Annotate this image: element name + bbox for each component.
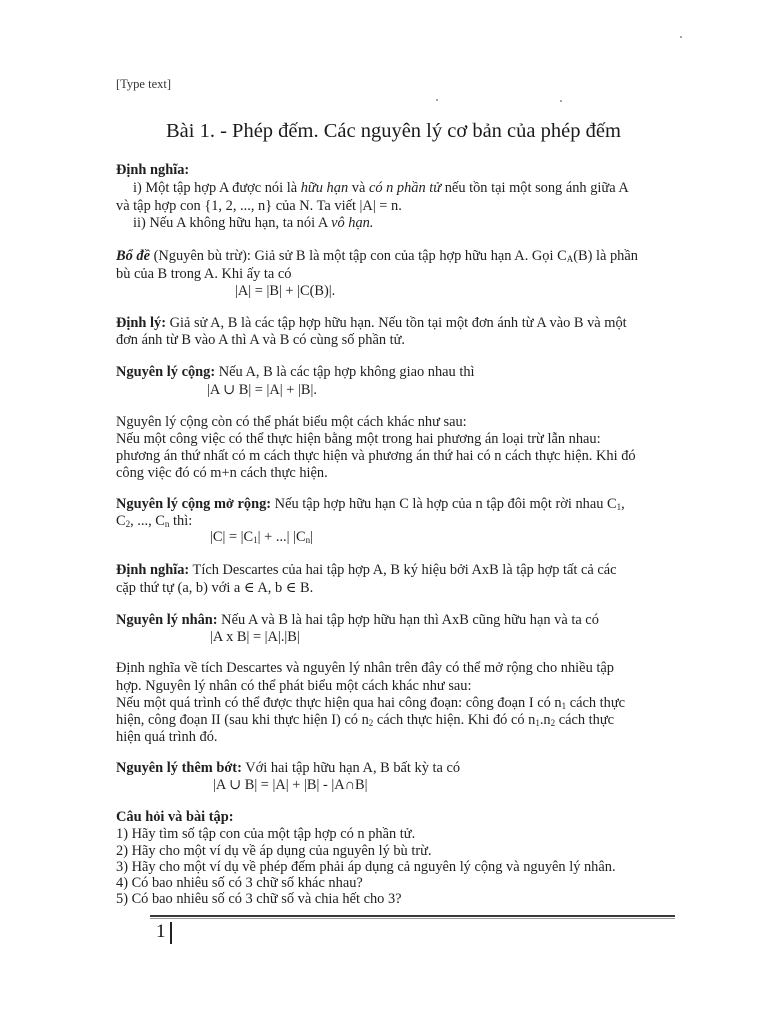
multiplication-para-5: hiện quá trình đó.	[116, 729, 218, 745]
question-item: 1) Hãy tìm số tập con của một tập hợp có n phần tử.	[116, 826, 416, 842]
scan-speck	[680, 36, 682, 38]
extended-addition-line-2: $C_2$, ..., $C_n$ thì:	[116, 513, 193, 529]
page-number: 1	[156, 921, 166, 942]
addition-para-4: công việc đó có m+n cách thực hiện.	[116, 465, 328, 481]
definition-line-1: i) Một tập hợp A được nói là hữu hạn và có n phần tử nếu tồn tại một song ánh giữa A	[133, 180, 629, 196]
extended-addition-line-1: Nguyên lý cộng mở rộng: Nếu tập hợp hữu hạn C là hợp của n tập đôi một rời nhau $C_1$,	[116, 496, 625, 512]
theorem-line-1: Định lý: Giả sử A, B là các tập hợp hữu hạn. Nếu tồn tại một đơn ánh từ A vào B và một	[116, 315, 627, 331]
lemma-formula: |A| = |B| + |C(B)|.	[235, 283, 336, 299]
question-item: 3) Hãy cho một ví dụ về phép đếm phải áp dụng cả nguyên lý cộng và nguyên lý nhân.	[116, 859, 616, 875]
addition-para-1: Nguyên lý cộng còn có thể phát biểu một cách khác như sau:	[116, 414, 467, 430]
extended-addition-formula: $|C| = |C_1|$ + ...| $|C_n|$	[210, 529, 313, 545]
multiplication-para-2: hợp. Nguyên lý nhân có thể phát biểu một cách khác như sau:	[116, 678, 472, 694]
question-item: 2) Hãy cho một ví dụ về áp dụng của nguyên lý bù trừ.	[116, 843, 432, 859]
definition-line-3: ii) Nếu A không hữu hạn, ta nói A vô hạn.	[133, 215, 374, 231]
addition-principle-line: Nguyên lý cộng: Nếu A, B là các tập hợp không giao nhau thì	[116, 364, 475, 380]
definition-line-2: và tập hợp con {1, 2, ..., n} của N. Ta viết |A| = n.	[116, 198, 402, 214]
scan-speck	[436, 99, 438, 101]
questions-heading: Câu hỏi và bài tập:	[116, 809, 234, 825]
theorem-line-2: đơn ánh từ B vào A thì A và B có cùng số phần tử.	[116, 332, 406, 348]
multiplication-para-3: Nếu một quá trình có thể được thực hiện qua hai công đoạn: công đoạn I có $n_1$ cách thực	[116, 695, 626, 711]
scan-speck	[560, 100, 562, 102]
definition-heading: Định nghĩa:	[116, 162, 190, 178]
page-title: Bài 1. - Phép đếm. Các nguyên lý cơ bản của phép đếm	[166, 120, 621, 142]
multiplication-para-1: Định nghĩa về tích Descartes và nguyên lý nhân trên đây có thể mở rộng cho nhiều tập	[116, 660, 614, 676]
inclusion-exclusion-formula: |A ∪ B| = |A| + |B| - |A∩B|	[213, 777, 368, 793]
lemma-line-2: bù của B trong A. Khi ấy ta có	[116, 266, 292, 282]
multiplication-principle-line: Nguyên lý nhân: Nếu A và B là hai tập hợp hữu hạn thì AxB cũng hữu hạn và ta có	[116, 612, 599, 628]
multiplication-formula: |A x B| = |A|.|B|	[210, 629, 300, 645]
footer-rule-shadow	[150, 918, 675, 919]
page-number-bar	[170, 922, 172, 944]
footer-rule	[150, 915, 675, 917]
cartesian-definition-line-1: Định nghĩa: Tích Descartes của hai tập hợp A, B ký hiệu bởi AxB là tập hợp tất cả các	[116, 562, 617, 578]
addition-para-2: Nếu một công việc có thể thực hiện bằng một trong hai phương án loại trừ lẫn nhau:	[116, 431, 601, 447]
addition-para-3: phương án thứ nhất có m cách thực hiện và phương án thứ hai có n cách thực hiện. Khi đó	[116, 448, 636, 464]
addition-formula: |A ∪ B| = |A| + |B|.	[207, 382, 317, 398]
inclusion-exclusion-line: Nguyên lý thêm bớt: Với hai tập hữu hạn A, B bất kỳ ta có	[116, 760, 461, 776]
question-item: 5) Có bao nhiêu số có 3 chữ số và chia hết cho 3?	[116, 891, 402, 907]
question-item: 4) Có bao nhiêu số có 3 chữ số khác nhau?	[116, 875, 363, 891]
multiplication-para-4: hiện, công đoạn II (sau khi thực hiện I) có $n_2$ cách thực hiện. Khi đó có $n_1.n_2$ cách thực	[116, 712, 615, 728]
cartesian-definition-line-2: cặp thứ tự (a, b) với a ∈ A, b ∈ B.	[116, 580, 314, 596]
page-header: [Type text]	[116, 77, 172, 91]
lemma-line-1: Bổ đề (Nguyên bù trừ): Giả sử B là một tập con của tập hợp hữu hạn A. Gọi $C_A(B)$ là phần	[116, 248, 638, 264]
